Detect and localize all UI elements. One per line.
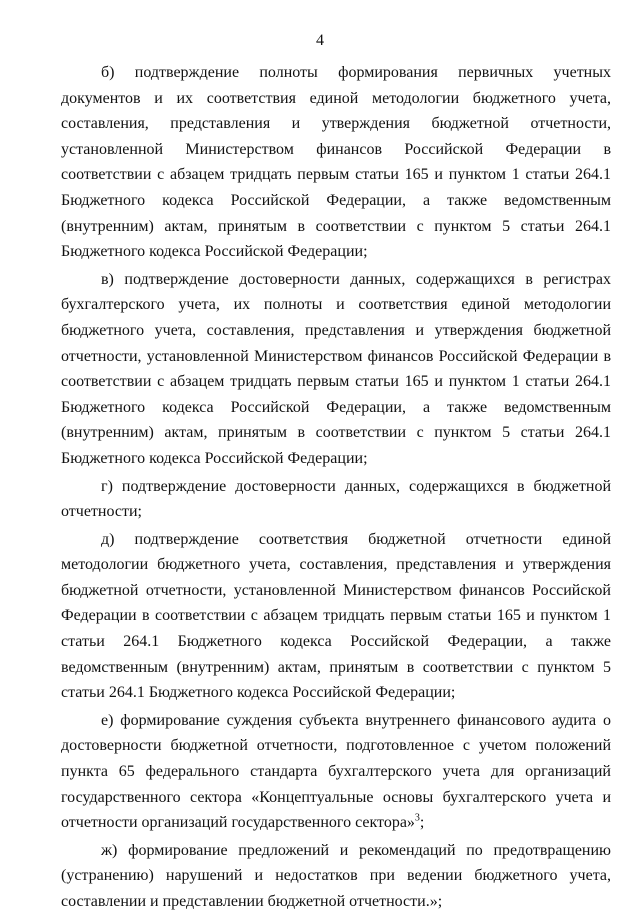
paragraph-b: б) подтверждение полноты формирования первичных учетных документов и их соответствия единой методологии бюджетного учета, составления, представления и утверждения бюджетной отчетности, установленной Министерством финансов Российской Федерации в соответствии с абзацем тридцать первым статьи 165 и пунктом 1 статьи 264.1 Бюджетного кодекса Российской Федерации, а также ведомственным (внутренним) актам, принятым в соответствии с пунктом 5 статьи 264.1 Бюджетного кодекса Российской Федерации;: [61, 64, 611, 261]
paragraph-e-suffix: ;: [419, 814, 425, 832]
paragraph-e: [61, 708, 611, 836]
paragraph-g: г) подтверждение достоверности данных, содержащихся в бюджетной отчетности;: [61, 477, 611, 521]
footnote-marker: 3: [414, 812, 420, 824]
paragraph-d: д) подтверждение соответствия бюджетной отчетности единой методологии бюджетного учета, составления, представления и утверждения бюджетной отчетности, установленной Министерством финансов Российской Федерации в соответствии с абзацем тридцать первым статьи 165 и пунктом 1 статьи 264.1 Бюджетного кодекса Российской Федерации, а также ведомственным (внутренним) актам, принятым в соответствии с пунктом 5 статьи 264.1 Бюджетного кодекса Российской Федерации;: [61, 530, 611, 702]
paragraph-v: в) подтверждение достоверности данных, содержащихся в регистрах бухгалтерского учета, их полноты и соответствия единой методологии бюджетного учета, составления, представления и утверждения бюджетной отчетности, установленной Министерством финансов Российской Федерации в соответствии с абзацем тридцать первым статьи 165 и пунктом 1 статьи 264.1 Бюджетного кодекса Российской Федерации, а также ведомственным (внутренним) актам, принятым в соответствии с пунктом 5 статьи 264.1 Бюджетного кодекса Российской Федерации;: [61, 270, 611, 467]
paragraph-zh: ж) формирование предложений и рекомендаций по предотвращению (устранению) нарушений и недостатков при ведении бюджетного учета, составлении и представлении бюджетной отчетности.»;: [61, 841, 611, 910]
page-number: 4: [316, 32, 324, 49]
paragraph-e-text: е) формирование суждения субъекта внутреннего финансового аудита о достоверности бюджетной отчетности, подготовленное с учетом положений пункта 65 федерального стандарта бухгалтерского учета для организаций государственного сектора «Концептуальные основы бухгалтерского учета и отчетности организаций государственного сектора»: [61, 711, 611, 832]
document-body: [61, 60, 611, 917]
